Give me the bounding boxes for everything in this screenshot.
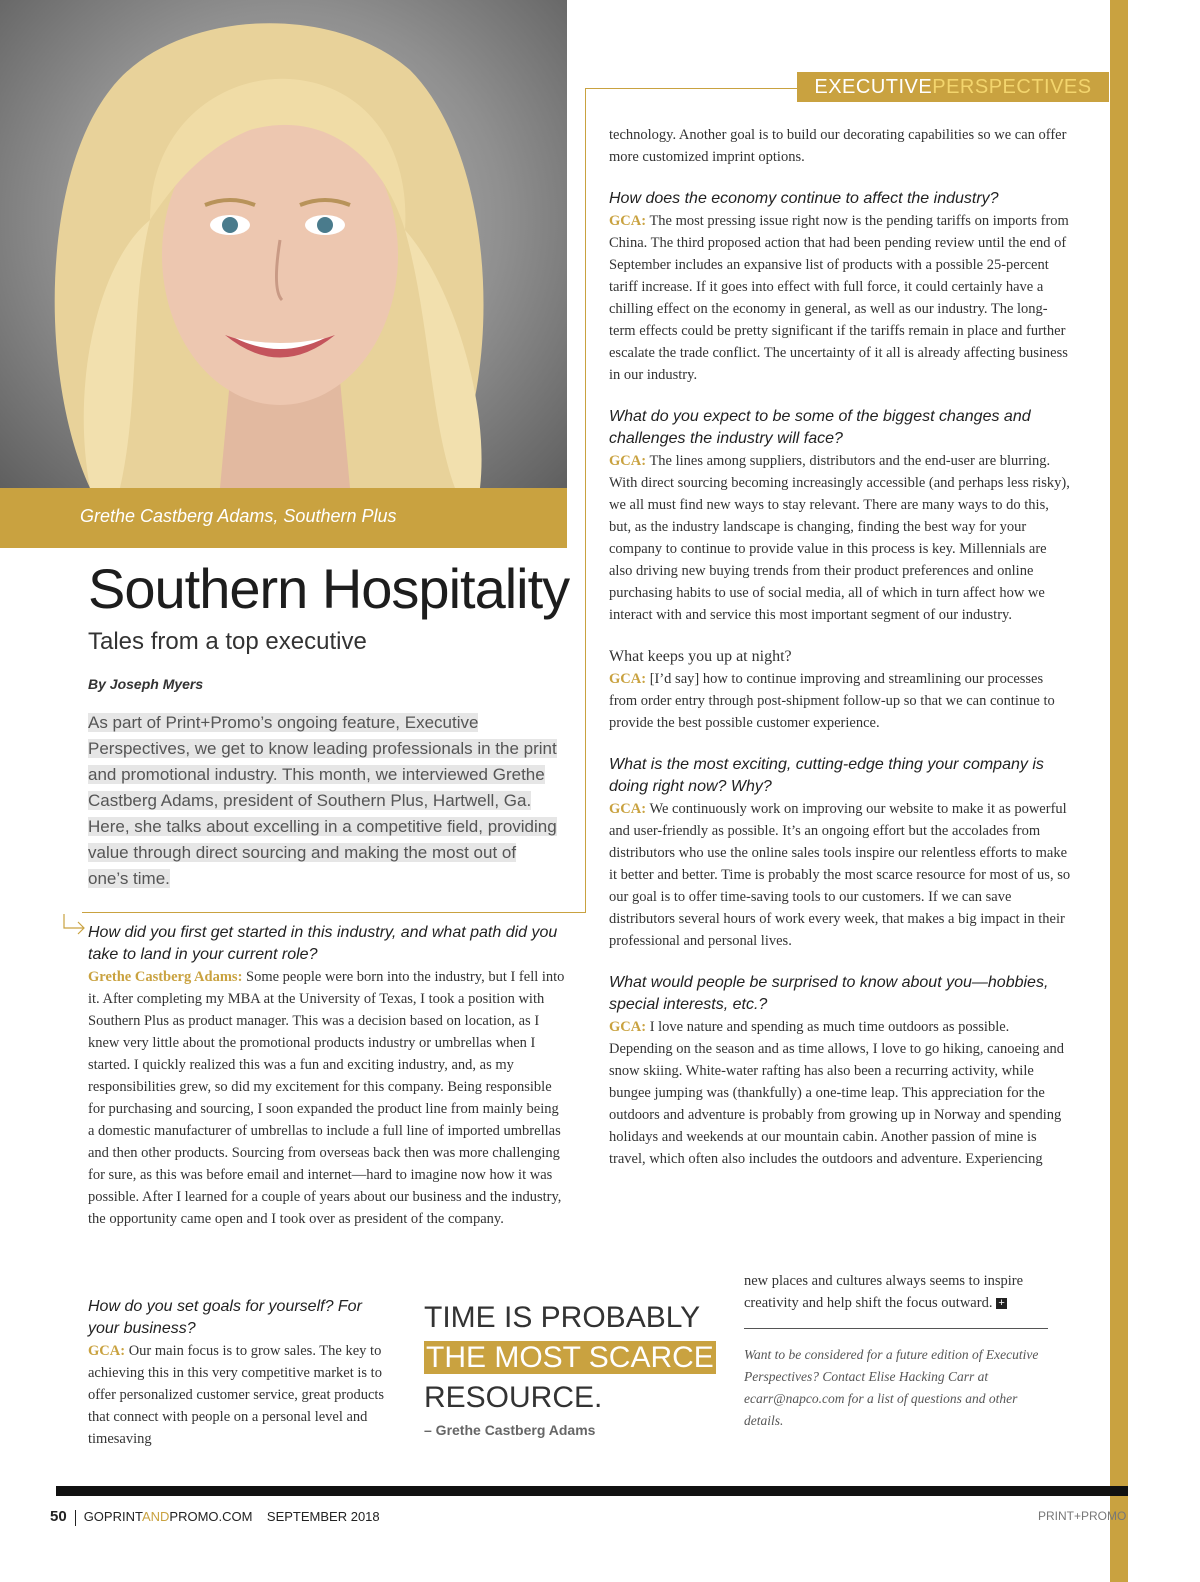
question-4: What do you expect to be some of the biggest changes and challenges the industry will face? [609,408,1031,447]
section-tag-a: EXECUTIVE [814,76,933,98]
gca-label: GCA: [609,453,647,469]
gca-label: GCA: [609,801,647,817]
gca-label: GCA: [609,671,647,687]
answer-7-end [744,1270,1074,1314]
answer-3-text: The most pressing issue right now is the pending tariffs on imports from China. The third proposed action that had been pending review until the end of September includes an expansive list of products with a possible 25-percent tariff increase. If it goes into effect with full force, it could certainly have a chilling effect on the economy in general, as well as our industry. The long-term effects could be pretty significant if the tariffs remain in place and further escalate the trade conflict. The uncertainty of it all is already affecting business in our industry. [609,213,1069,383]
portrait-photo [0,0,567,488]
question-2: How do you set goals for yourself? For your business? [88,1298,362,1337]
article-subtitle: Tales from a top executive [88,628,367,655]
question-1: How did you first get started in this industry, and what path did you take to land in your current role? [88,924,558,963]
answer-5 [609,668,1071,734]
footer-separator [75,1510,76,1526]
end-mark-icon: + [996,1298,1007,1309]
page-number: 50 [50,1508,67,1525]
answer-6 [609,798,1071,952]
frame-line-top [585,88,797,89]
question-3: How does the economy continue to affect the industry? [609,190,999,207]
site-b: AND [141,1509,170,1524]
answer-7 [609,1016,1071,1170]
intro-text: As part of Print+Promo’s ongoing feature, Executive Perspectives, we get to know leading professionals in the print and promotional industry. This month, we interviewed Grethe Castberg Adams, president of Southern Plus, Hartwell, Ga. Here, she talks about excelling in a competitive field, providing value through direct sourcing and making the most out of one’s time. [88,713,557,888]
arrow-icon [62,914,88,938]
answer-5-text: [I’d say] how to continue improving and streamlining our processes from order entry through post-shipment follow-up so that we can continue to provide the best possible customer experience. [609,671,1055,731]
pull-quote-line-3: RESOURCE. [424,1381,603,1414]
answer-2 [88,1340,396,1450]
answer-1-text: Some people were born into the industry, but I fell into it. After completing my MBA at the University of Texas, I took a position with Southern Plus as product manager. This was a decision based on location, as I knew very little about the promotional products industry or umbrellas when I started. I quickly realized this was a fun and exciting industry, and, as my responsibilities grew, so did my excitement for this company. Being responsible for purchasing and sourcing, I soon expanded the product line from mainly being a domestic manufacturer of umbrellas to include a full line of imported umbrellas and then other products. Sourcing from overseas back then was more challenging for sure, as this was before email and internet—hard to imagine now how it was possible. After I learned for a couple of years about our business and the industry, the opportunity came open and I took over as president of the company. [88,969,565,1227]
answer-7-end-text: new places and cultures always seems to inspire creativity and help shift the focus outward. [744,1273,1024,1311]
portrait-illustration [0,0,567,488]
question-6: What is the most exciting, cutting-edge thing your company is doing right now? Why? [609,756,1044,795]
frame-line-bottom [82,912,586,913]
answer-4 [609,450,1071,626]
site-a: GOPRINT [83,1509,142,1524]
pull-quote [424,1298,724,1418]
answer-6-text: We continuously work on improving our website to make it as powerful and user-friendly as possible. It’s an ongoing effort but the accolades from distributors who use the online sales tools inspire our relentless efforts to make it better and better. Time is probably the most scarce resource for most of us, so our goal is to offer time-saving tools to our customers. If we can save distributors several hours of work every week, that makes a big impact in their professional and personal lives. [609,801,1071,949]
gca-label: GCA: [609,1019,647,1035]
answer-1: Grethe Castberg Adams: Some people were born into the industry, but I fell into it. After completing my MBA at the University of Texas, I took a position with Southern Plus as product manager. This was a decision based on location, as I knew very little about the promotional products industry or umbrellas when I started. I quickly realized this was a fun and exciting industry, and, as my responsibilities grew, so did my excitement for this company. Being responsible for purchasing and sourcing, I soon expanded the product line from mainly being a domestic manufacturer of umbrellas to include a full line of imported umbrellas and then other products. Sourcing from overseas back then was more challenging for sure, as this was before email and internet—hard to imagine now how it was possible. After I learned for a couple of years about our business and the industry, the opportunity came open and I took over as president of the company. [88,969,565,1227]
footer-bar [56,1486,1128,1496]
pull-quote-attribution: – Grethe Castberg Adams [424,1422,596,1438]
issue-date: SEPTEMBER 2018 [266,1509,380,1524]
frame-line-left [585,88,586,912]
section-tag [797,72,1109,102]
photo-caption: Grethe Castberg Adams, Southern Plus [80,506,397,526]
gca-label: GCA: [88,1343,126,1359]
footer-left [50,1508,380,1526]
answer-7-text: I love nature and spending as much time outdoors as possible. Depending on the season and as time allows, I love to go hiking, canoeing and snow skiing. White-water rafting has also been a recurring activity, while bungee jumping was (thankfully) a one-time leap. This appreciation for the outdoors and adventure is probably from growing up in Norway and spending holidays and weekends at our mountain cabin. Another passion of mine is travel, which often also includes the outdoors and adventure. Experiencing [609,1019,1065,1167]
footer-brand: PRINT+PROMO [1038,1509,1127,1523]
right-column [609,124,1071,1170]
question-5: What keeps you up at night? [609,648,792,665]
byline: By Joseph Myers [88,676,204,692]
intro-paragraph [88,710,558,892]
speaker-name: Grethe Castberg Adams [88,969,238,985]
question-7: What would people be surprised to know about you—hobbies, special interests, etc.? [609,974,1049,1013]
contact-note: Want to be considered for a future edition of Executive Perspectives? Contact Elise Hacking Carr at ecarr@napco.com for a list of questions and other details. [744,1347,1039,1428]
gold-side-bar [1110,0,1128,1582]
gca-label: GCA: [609,213,647,229]
answer-4-text: The lines among suppliers, distributors and the end-user are blurring. With direct sourcing becoming increasingly accessible (and perhaps less risky), we all must find new ways to stay relevant. There are many ways to do this, but, as the industry landscape is changing, finding the best way for your company to continue to provide value in this process is key. Millennials are also driving new buying trends from their product preferences and online purchasing habits to use of social media, all of which in turn affect how we interact with and service this most important segment of our industry. [609,453,1070,623]
photo-caption-band [0,488,567,548]
answer-2-text: Our main focus is to grow sales. The key to achieving this in this very competitive market is to offer personalized customer service, great products that connect with people on a personal level and timesaving [88,1343,385,1447]
note-divider [744,1328,1048,1329]
answer-3 [609,210,1071,386]
left-column-bottom [88,1296,396,1450]
article-title: Southern Hospitality [88,557,570,620]
left-column [88,922,568,1230]
pull-quote-line-2: THE MOST SCARCE [426,1341,714,1374]
pull-quote-line-1: TIME IS PROBABLY [424,1301,701,1334]
continued-text: technology. Another goal is to build our decorating capabilities so we can offer more customized imprint options. [609,127,1067,165]
section-tag-b: PERSPECTIVES [932,76,1092,98]
site-c: PROMO.COM [169,1509,253,1524]
